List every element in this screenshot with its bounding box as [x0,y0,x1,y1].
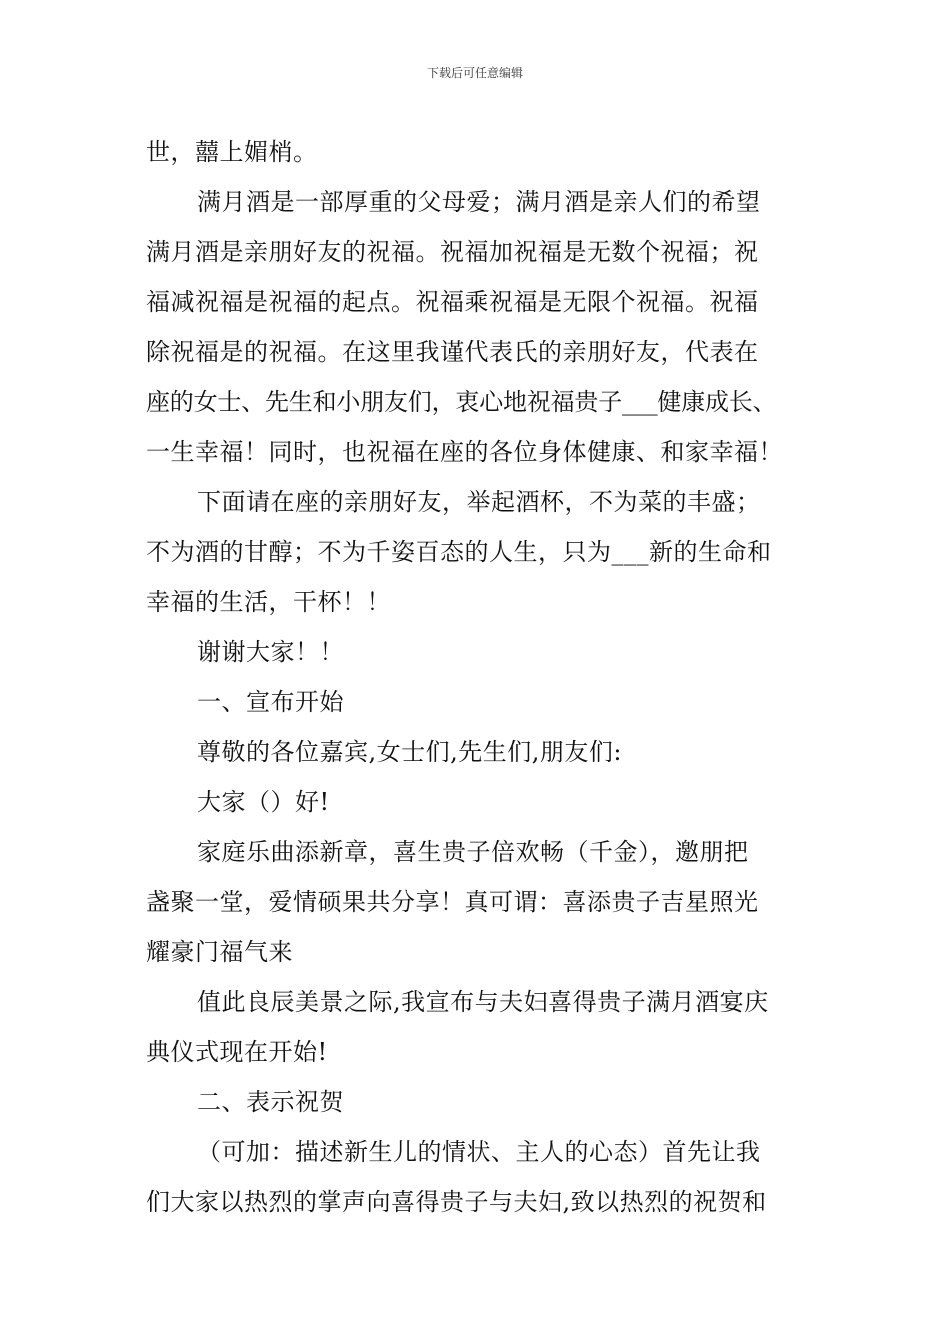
text-line: 满月酒是一部厚重的父母爱；满月酒是亲人们的希望 [197,188,761,216]
text-line: 家庭乐曲添新章，喜生贵子倍欢畅（千金），邀朋把 [197,838,749,866]
text-line: 盏聚一堂，爱情硕果共分享！真可谓：喜添贵子吉星照光 [146,888,759,916]
text-line: 谢谢大家！！ [197,638,344,666]
text-line: 值此良辰美景之际,我宣布与夫妇喜得贵子满月酒宴庆 [197,988,769,1016]
text-line: 除祝福是的祝福。在这里我谨代表氏的亲朋好友，代表在 [146,338,759,366]
text-line: 们大家以热烈的掌声向喜得贵子与夫妇,致以热烈的祝贺和 [146,1188,767,1216]
text-line: 大家（）好! [197,788,330,816]
text-line: 世，囍上媚梢。 [146,138,318,166]
text-line: 尊敬的各位嘉宾,女士们,先生们,朋友们: [197,738,622,766]
text-line: 幸福的生活，干杯！！ [146,588,391,616]
text-line: 典仪式现在开始! [146,1038,328,1066]
text-line: 满月酒是亲朋好友的祝福。祝福加祝福是无数个祝福；祝 [146,238,759,266]
text-line: （可加：描述新生儿的情状、主人的心态）首先让我 [197,1138,761,1166]
text-line: 座的女士、先生和小朋友们，衷心地祝福贵子___健康成长、 [146,388,777,416]
text-line: 福减祝福是祝福的起点。祝福乘祝福是无限个祝福。祝福 [146,288,759,316]
text-line: 下面请在座的亲朋好友，举起酒杯，不为菜的丰盛； [197,488,761,516]
document-body [146,127,808,1227]
page-header: 下载后可任意编辑 [426,66,523,80]
section-heading: 二、表示祝贺 [197,1088,344,1116]
text-line: 一生幸福！同时，也祝福在座的各位身体健康、和家幸福！ [146,438,783,466]
section-heading: 一、宣布开始 [197,688,344,716]
text-line: 不为酒的甘醇；不为千姿百态的人生，只为___新的生命和 [146,538,772,566]
text-line: 耀豪门福气来 [146,938,293,966]
